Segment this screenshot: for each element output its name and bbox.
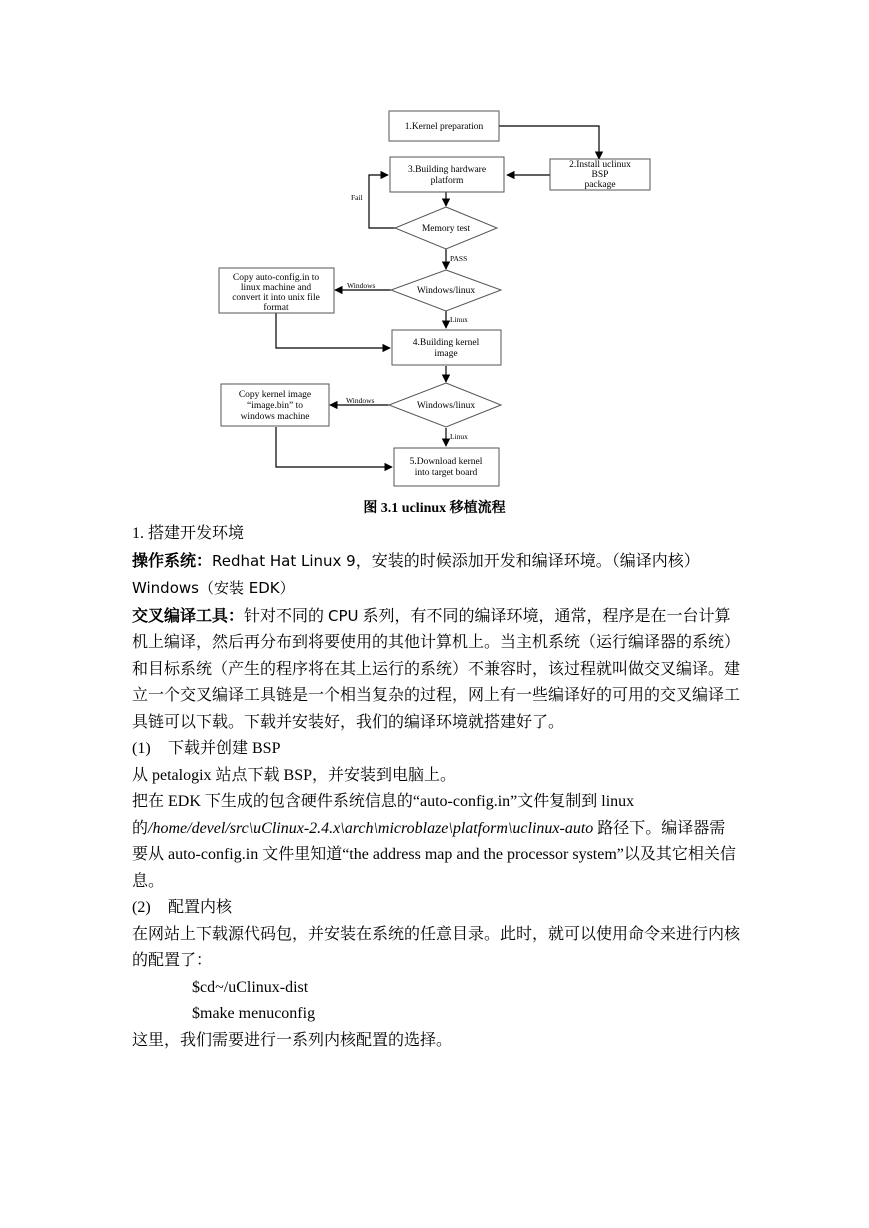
step1-line2: [132, 789, 740, 895]
node-text: Windows/linux: [416, 401, 476, 411]
node-building-hardware-platform: [390, 157, 504, 192]
edge-conv-to-4: [276, 313, 390, 348]
node-text: Copy kernel image: [238, 390, 312, 400]
step2-line1: 在网站上下载源代码包，并安装在系统的任意目录。此时，就可以使用命令来进行内核的配置了：: [132, 925, 741, 969]
node-text: Windows/linux: [416, 286, 476, 296]
edge-label-pass: PASS: [450, 254, 468, 263]
node-text: 1.Kernel preparation: [404, 122, 484, 132]
cross-text-b: 系列，有不同的编译环境，通常，程序是在一台计算机上编译，然后再分布到将要使用的其他计算机上。当主机系统（运行编译器的系统）和目标系统（产生的程序将在其上运行的系统）不兼容时，该过程就叫做交叉编译。建立一个交叉编译工具链是一个相当复杂的过程，网上有一些编译好的可用的交叉编译工具链可以下载。下载并安装好，我们的编译环境就搭建好了。: [132, 607, 741, 731]
os-term: 操作系统：: [132, 552, 213, 570]
edge-label-fail: Fail: [351, 193, 363, 202]
node-text: 5.Download kernel: [409, 457, 483, 467]
node-kernel-preparation: [389, 111, 499, 141]
node-text: package: [584, 180, 616, 190]
node-text: platform: [430, 176, 464, 186]
command-line-2: $make menuconfig: [192, 1005, 316, 1022]
node-text: convert it into unix file: [232, 293, 320, 303]
edge-1-to-2: [499, 126, 599, 159]
node-text: 3.Building hardware: [407, 165, 487, 175]
node-building-kernel-image: [392, 330, 501, 365]
edge-label-windows-2: Windows: [346, 396, 375, 405]
section-heading: 1. 搭建开发环境: [132, 525, 245, 542]
node-text: 2.Install uclinux: [569, 160, 631, 170]
node-text: windows machine: [240, 412, 310, 422]
figure-caption: 图 3.1 uclinux 移植流程: [363, 501, 506, 516]
cross-compile-paragraph: [132, 603, 740, 737]
node-download-kernel: [394, 448, 499, 486]
edge-label-linux-1: Linux: [450, 315, 468, 324]
os-paragraph: [132, 548, 740, 603]
os-name: Redhat Hat Linux 9: [212, 551, 356, 570]
cross-term: 交叉编译工具：: [132, 607, 245, 625]
node-copy-auto-config: [219, 268, 334, 313]
edge-copy-to-5: [276, 427, 392, 467]
cross-cpu: CPU: [328, 606, 359, 625]
node-text: 4.Building kernel: [412, 338, 480, 348]
edge-label-windows-1: Windows: [347, 281, 376, 290]
step1-line2-a: 把在 EDK 下生成的包含硬件系统信息的“auto-config.in”文件复制到 linux 的: [132, 793, 635, 837]
os-desc: ，安装的时候添加开发和编译环境。（编译内核）: [355, 552, 700, 570]
step1-number: (1): [132, 740, 151, 757]
step1-line2-b: 路径下。编译器需要从 auto-config.in 文件里知道“the address map and the processor system”以及其它相关信息。: [132, 819, 736, 890]
step2-title: 配置内核: [168, 899, 233, 916]
os-windows: Windows（安装 EDK）: [132, 579, 295, 597]
node-text: BSP: [591, 170, 609, 180]
command-line-1: $cd~/uClinux-dist: [192, 978, 309, 996]
step1-title: 下载并创建 BSP: [168, 740, 281, 757]
document-body: [132, 521, 740, 1054]
step2-line2: 这里，我们需要进行一系列内核配置的选择。: [132, 1031, 453, 1049]
node-text: Memory test: [421, 224, 471, 234]
node-text: Copy auto-config.in to: [232, 273, 320, 283]
decision-windows-linux-1: [391, 270, 501, 311]
node-text: image: [434, 349, 458, 359]
node-install-bsp: [550, 159, 650, 190]
node-text: linux machine and: [240, 283, 312, 293]
node-text: “image.bin” to: [247, 401, 303, 411]
node-text: into target board: [414, 468, 478, 478]
cross-text-a: 针对不同的: [244, 607, 329, 625]
step2-heading: [132, 895, 740, 922]
flowchart: [0, 0, 869, 495]
edge-label-linux-2: Linux: [450, 432, 468, 441]
node-text: format: [263, 303, 289, 313]
step2-number: (2): [132, 899, 151, 916]
step1-path: /home/devel/src\uClinux-2.4.x\arch\microblaze\platform\uclinux-auto: [148, 819, 594, 837]
decision-memory-test: [395, 207, 497, 249]
decision-windows-linux-2: [389, 383, 501, 427]
node-copy-kernel-image: [221, 384, 329, 426]
step1-heading: [132, 736, 740, 763]
step1-line1: 从 petalogix 站点下载 BSP，并安装到电脑上。: [132, 766, 457, 784]
